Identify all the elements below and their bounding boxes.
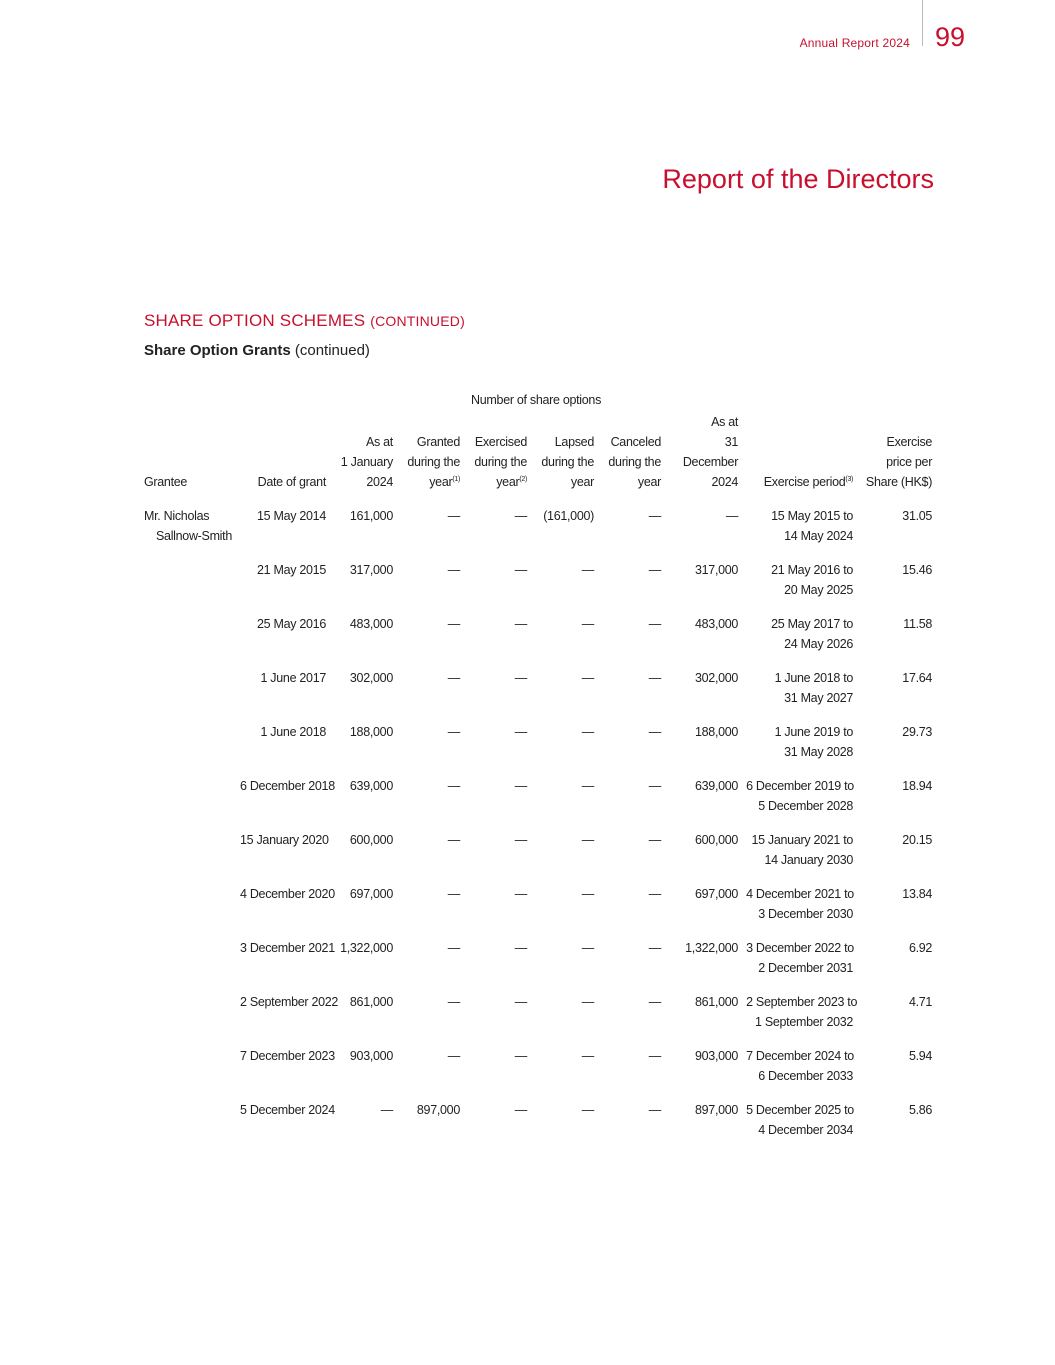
header-line: during the <box>474 455 527 469</box>
cell-canceled: — <box>648 779 661 793</box>
cell-exercise-period <box>742 938 857 992</box>
header-exercised <box>464 412 531 506</box>
header-line: Lapsed <box>554 435 594 449</box>
period-line: 24 May 2026 <box>784 637 854 651</box>
cell-grantee <box>140 722 236 776</box>
table-row <box>140 614 936 668</box>
period-line: 15 May 2015 to <box>771 509 854 523</box>
cell-canceled: — <box>648 887 661 901</box>
group-header-share-options: Number of share options <box>471 393 602 407</box>
cell-exercise-period <box>742 614 857 668</box>
header-line: during the <box>608 455 661 469</box>
cell-exercise-price: 15.46 <box>902 563 933 577</box>
cell-lapsed: — <box>581 1049 594 1063</box>
cell-exercise-price: 11.58 <box>903 617 933 631</box>
cell-exercise-price: 18.94 <box>902 779 933 793</box>
header-line <box>401 472 460 492</box>
page-title: Report of the Directors <box>662 164 934 194</box>
cell-canceled: — <box>648 617 661 631</box>
grantee-name-line: Sallnow-Smith <box>156 529 232 543</box>
cell-exercise-period <box>742 1046 857 1100</box>
cell-exercise-price: 20.15 <box>902 833 933 847</box>
cell-grantee <box>140 992 236 1046</box>
cell-start: 302,000 <box>349 671 393 685</box>
cell-start: 639,000 <box>349 779 393 793</box>
cell-exercised: — <box>514 833 527 847</box>
cell-granted: — <box>447 725 460 739</box>
cell-lapsed: — <box>581 941 594 955</box>
cell-date: 1 June 2018 <box>260 725 326 739</box>
header-line: 2024 <box>366 475 393 489</box>
cell-lapsed: — <box>581 887 594 901</box>
table-group-header-row <box>140 390 936 412</box>
cell-end: 317,000 <box>694 563 739 577</box>
cell-start: 161,000 <box>349 509 393 523</box>
cell-end: 302,000 <box>694 671 739 685</box>
table-row <box>140 668 936 722</box>
header-exercise-price <box>857 412 936 506</box>
cell-canceled: — <box>648 1049 661 1063</box>
header-date-of-grant: Date of grant <box>257 475 326 489</box>
cell-exercise-price: 5.86 <box>908 1103 933 1117</box>
period-line: 3 December 2030 <box>758 907 854 921</box>
period-line: 15 January 2021 to <box>751 833 854 847</box>
cell-end: 903,000 <box>694 1049 739 1063</box>
cell-exercise-period <box>742 830 857 884</box>
header-divider <box>922 0 923 46</box>
cell-exercise-period <box>742 992 857 1046</box>
cell-canceled: — <box>648 995 661 1009</box>
header-line: Granted <box>416 435 460 449</box>
cell-exercised: — <box>514 779 527 793</box>
cell-date: 25 May 2016 <box>257 617 326 631</box>
table-row <box>140 506 936 560</box>
header-line: year <box>570 475 594 489</box>
period-line: 5 December 2025 to <box>746 1103 854 1117</box>
cell-lapsed: (161,000) <box>543 509 594 523</box>
cell-granted: — <box>447 617 460 631</box>
cell-grantee <box>140 614 236 668</box>
cell-exercise-period <box>742 668 857 722</box>
header-line: As at <box>366 435 393 449</box>
header-line: 1 January <box>340 455 393 469</box>
header-line: during the <box>541 455 594 469</box>
header-line: Exercised <box>474 435 527 449</box>
cell-date: 15 January 2020 <box>240 833 329 847</box>
cell-lapsed: — <box>581 833 594 847</box>
period-line: 2 December 2031 <box>758 961 854 975</box>
header-as-at-end <box>665 412 742 506</box>
cell-granted: — <box>447 887 460 901</box>
table-row <box>140 560 936 614</box>
period-line: 25 May 2017 to <box>771 617 854 631</box>
cell-start: — <box>380 1103 393 1117</box>
running-header <box>800 22 965 52</box>
header-line: As at <box>711 415 739 429</box>
cell-end: 600,000 <box>694 833 739 847</box>
cell-grantee <box>140 830 236 884</box>
cell-start: 1,322,000 <box>340 941 393 955</box>
period-line: 3 December 2022 to <box>746 941 854 955</box>
table-header-row <box>140 412 936 506</box>
header-line: year <box>637 475 661 489</box>
cell-canceled: — <box>648 833 661 847</box>
table-row <box>140 1100 936 1154</box>
period-line: 31 May 2028 <box>784 745 854 759</box>
header-line: 31 December <box>682 435 739 469</box>
table-row <box>140 830 936 884</box>
header-line: 2024 <box>711 475 739 489</box>
period-line: 14 May 2024 <box>784 529 854 543</box>
cell-end: 897,000 <box>694 1103 739 1117</box>
cell-granted: — <box>447 1049 460 1063</box>
period-line: 2 September 2023 to <box>746 995 858 1009</box>
cell-granted: — <box>447 671 460 685</box>
cell-exercised: — <box>514 941 527 955</box>
cell-canceled: — <box>648 725 661 739</box>
period-line: 1 June 2018 to <box>774 671 854 685</box>
cell-granted: — <box>447 509 460 523</box>
cell-exercise-price: 5.94 <box>908 1049 933 1063</box>
header-word: Exercise period <box>763 475 846 489</box>
cell-end: 188,000 <box>694 725 739 739</box>
cell-date: 15 May 2014 <box>257 509 326 523</box>
cell-canceled: — <box>648 1103 661 1117</box>
cell-canceled: — <box>648 941 661 955</box>
cell-start: 903,000 <box>349 1049 393 1063</box>
cell-lapsed: — <box>581 725 594 739</box>
cell-lapsed: — <box>581 779 594 793</box>
table-row <box>140 722 936 776</box>
cell-end: 697,000 <box>694 887 739 901</box>
cell-canceled: — <box>648 509 661 523</box>
cell-end: 1,322,000 <box>685 941 739 955</box>
cell-exercise-period <box>742 776 857 830</box>
sub-heading <box>144 342 370 359</box>
header-line <box>468 472 527 492</box>
cell-exercise-price: 6.92 <box>908 941 933 955</box>
cell-end: — <box>725 509 739 523</box>
header-line: price per <box>886 455 933 469</box>
footnote-ref: (3) <box>845 475 854 483</box>
period-line: 1 June 2019 to <box>774 725 854 739</box>
cell-grantee <box>140 1100 236 1154</box>
cell-exercised: — <box>514 671 527 685</box>
table-row <box>140 776 936 830</box>
header-word: year <box>429 475 453 489</box>
cell-exercise-period <box>742 722 857 776</box>
cell-date: 4 December 2020 <box>240 887 335 901</box>
cell-end: 483,000 <box>694 617 739 631</box>
cell-granted: — <box>447 833 460 847</box>
cell-grantee <box>140 560 236 614</box>
period-line: 7 December 2024 to <box>746 1049 854 1063</box>
cell-granted: — <box>447 563 460 577</box>
period-line: 4 December 2034 <box>758 1123 854 1137</box>
cell-exercise-period <box>742 506 857 560</box>
period-line: 1 September 2032 <box>755 1015 854 1029</box>
cell-exercise-price: 17.64 <box>902 671 933 685</box>
cell-granted: — <box>447 779 460 793</box>
period-line: 21 May 2016 to <box>771 563 854 577</box>
header-as-at-start <box>330 412 397 506</box>
cell-start: 600,000 <box>349 833 393 847</box>
cell-date: 6 December 2018 <box>240 779 335 793</box>
header-lapsed <box>531 412 598 506</box>
table-row <box>140 992 936 1046</box>
cell-start: 317,000 <box>349 563 393 577</box>
cell-grantee <box>140 938 236 992</box>
cell-granted: — <box>447 995 460 1009</box>
header-line: Exercise <box>886 435 933 449</box>
period-line: 4 December 2021 to <box>746 887 854 901</box>
page-number: 99 <box>934 22 965 52</box>
cell-exercised: — <box>514 509 527 523</box>
cell-date: 21 May 2015 <box>257 563 326 577</box>
period-line: 31 May 2027 <box>784 691 854 705</box>
footnote-ref: (1) <box>452 475 460 483</box>
cell-grantee <box>140 884 236 938</box>
cell-grantee <box>140 668 236 722</box>
cell-date: 3 December 2021 <box>240 941 335 955</box>
section-heading <box>144 311 465 331</box>
cell-start: 861,000 <box>349 995 393 1009</box>
cell-exercised: — <box>514 617 527 631</box>
cell-grantee <box>140 506 236 560</box>
cell-exercised: — <box>514 563 527 577</box>
table-body <box>140 506 936 1154</box>
period-line: 14 January 2030 <box>764 853 854 867</box>
header-word: year <box>496 475 520 489</box>
header-granted <box>397 412 464 506</box>
period-line: 6 December 2033 <box>758 1069 854 1083</box>
table-row <box>140 1046 936 1100</box>
sub-heading-suffix: (continued) <box>294 342 370 359</box>
cell-end: 639,000 <box>694 779 739 793</box>
cell-exercise-period <box>742 1100 857 1154</box>
cell-lapsed: — <box>581 671 594 685</box>
cell-exercise-price: 29.73 <box>902 725 933 739</box>
period-line: 6 December 2019 to <box>746 779 854 793</box>
header-grantee: Grantee <box>144 475 188 489</box>
grantee-name-line: Mr. Nicholas <box>144 509 210 523</box>
share-option-table <box>140 390 936 1154</box>
table-row <box>140 884 936 938</box>
section-title-suffix: (CONTINUED) <box>370 313 465 329</box>
header-canceled <box>598 412 665 506</box>
cell-start: 697,000 <box>349 887 393 901</box>
report-name: Annual Report 2024 <box>799 36 910 50</box>
section-title: SHARE OPTION SCHEMES <box>144 311 366 330</box>
header-line: during the <box>407 455 460 469</box>
cell-exercised: — <box>514 887 527 901</box>
cell-date: 7 December 2023 <box>240 1049 335 1063</box>
period-line: 20 May 2025 <box>784 583 854 597</box>
cell-start: 483,000 <box>349 617 393 631</box>
cell-exercise-period <box>742 884 857 938</box>
cell-exercised: — <box>514 1103 527 1117</box>
cell-canceled: — <box>648 563 661 577</box>
cell-granted: — <box>447 941 460 955</box>
cell-exercised: — <box>514 995 527 1009</box>
table-row <box>140 938 936 992</box>
cell-date: 1 June 2017 <box>260 671 326 685</box>
cell-grantee <box>140 776 236 830</box>
cell-exercise-price: 13.84 <box>902 887 933 901</box>
footnote-ref: (2) <box>519 475 527 483</box>
sub-heading-title: Share Option Grants <box>144 342 291 359</box>
cell-date: 2 September 2022 <box>240 995 339 1009</box>
cell-lapsed: — <box>581 1103 594 1117</box>
cell-exercise-period <box>742 560 857 614</box>
cell-exercise-price: 4.71 <box>908 995 933 1009</box>
cell-canceled: — <box>648 671 661 685</box>
cell-granted: 897,000 <box>416 1103 460 1117</box>
header-exercise-period <box>742 412 857 506</box>
cell-start: 188,000 <box>349 725 393 739</box>
header-line: Share (HK$) <box>865 475 933 489</box>
period-line: 5 December 2028 <box>758 799 854 813</box>
cell-exercised: — <box>514 1049 527 1063</box>
cell-exercised: — <box>514 725 527 739</box>
cell-lapsed: — <box>581 563 594 577</box>
cell-end: 861,000 <box>694 995 739 1009</box>
cell-date: 5 December 2024 <box>240 1103 335 1117</box>
header-line: Canceled <box>610 435 661 449</box>
cell-grantee <box>140 1046 236 1100</box>
cell-exercise-price: 31.05 <box>902 509 933 523</box>
cell-lapsed: — <box>581 617 594 631</box>
cell-lapsed: — <box>581 995 594 1009</box>
